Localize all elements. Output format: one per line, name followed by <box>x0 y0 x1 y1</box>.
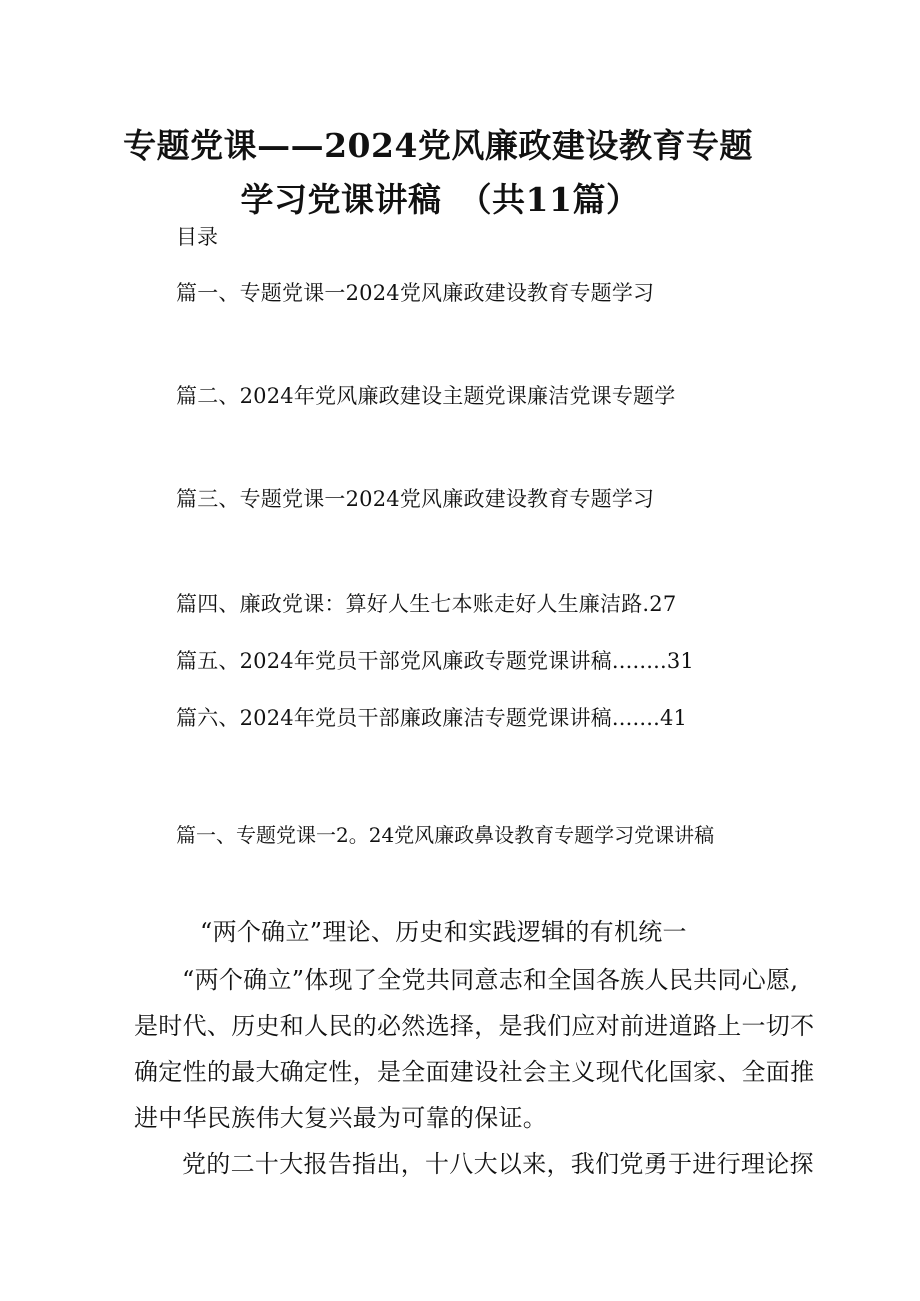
body-line: 是时代、历史和人民的必然选择，是我们应对前进道路上一切不 <box>134 1012 815 1040</box>
document-title-line-1: 专题党课——2024党风廉政建设教育专题 <box>123 126 753 165</box>
body-line: “两个确立”理论、历史和实践逻辑的有机统一 <box>200 918 687 946</box>
body-line: 确定性的最大确定性，是全面建设社会主义现代化国家、全面推 <box>134 1058 815 1086</box>
toc-heading: 目录 <box>176 225 218 249</box>
toc-item: 篇二、2024年党风廉政建设主题党课廉洁党课专题学 <box>176 384 676 408</box>
document-title-line-2: 学习党课讲稿 （共11篇） <box>240 180 640 219</box>
body-line: “两个确立”体现了全党共同意志和全国各族人民共同心愿, <box>182 966 799 994</box>
toc-item: 篇四、廉政党课：算好人生七本账走好人生廉洁路.27 <box>176 592 677 616</box>
toc-item: 篇三、专题党课一2024党风廉政建设教育专题学习 <box>176 487 655 511</box>
toc-item: 篇六、2024年党员干部廉政廉洁专题党课讲稿.......41 <box>176 706 688 730</box>
toc-item: 篇一、专题党课一2024党风廉政建设教育专题学习 <box>176 281 655 305</box>
section-heading: 篇一、专题党课一2。24党风廉政鼻设教育专题学习党课讲稿 <box>176 823 715 847</box>
body-line: 党的二十大报告指出，十八大以来，我们党勇于进行理论探 <box>182 1150 814 1178</box>
toc-item: 篇五、2024年党员干部党风廉政专题党课讲稿........31 <box>176 649 694 673</box>
body-line: 进中华民族伟大复兴最为可靠的保证。 <box>134 1104 548 1132</box>
